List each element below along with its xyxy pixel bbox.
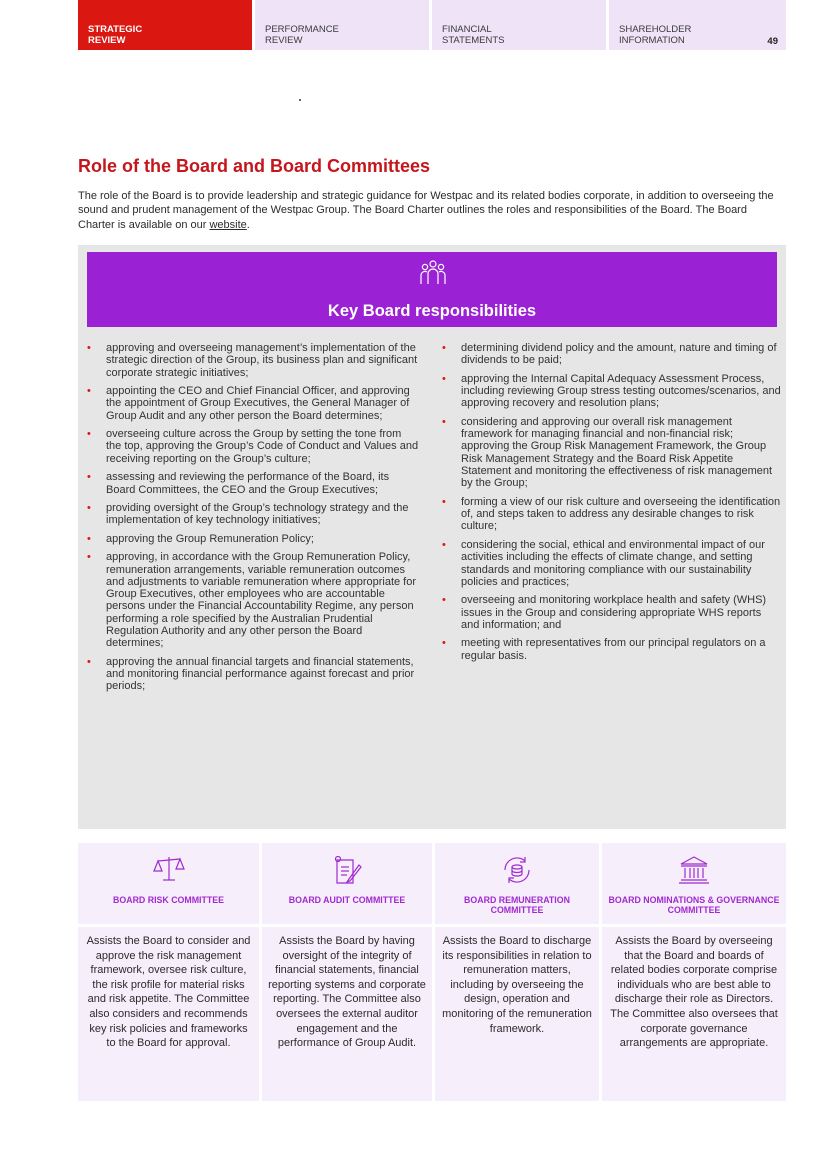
committee-title: BOARD REMUNERATION COMMITTEE — [464, 895, 570, 915]
committee-card-audit — [262, 843, 432, 1101]
tab-performance-review[interactable] — [255, 0, 429, 50]
list-item: • considering and approving our overall risk management framework for managing financial and non-financial risk; approving the Group Risk Management Framework, the Group Risk Management Strategy and the Board Risk Appetite Statement and monitoring the effectiveness of risk management by the Group; — [442, 416, 782, 490]
committee-card-remuneration — [435, 843, 599, 1101]
list-item: • providing oversight of the Group’s technology strategy and the implementation of key technology initiatives; — [87, 502, 419, 527]
tab-financial-statements[interactable] — [432, 0, 606, 50]
list-item: • considering the social, ethical and environmental impact of our activities including the effects of climate change, and setting standards and monitoring compliance with our sustainability policies and practices; — [442, 539, 782, 588]
speck — [299, 99, 301, 101]
section-nav — [78, 0, 786, 50]
institution-icon — [678, 855, 710, 885]
tab-label: PERFORMANCE — [265, 24, 339, 35]
tab-strategic-review[interactable] — [78, 0, 252, 50]
audit-document-icon — [331, 855, 363, 885]
committee-description: Assists the Board by having oversight of the integrity of financial statements, financial reporting systems and corporate reporting. The Committee also oversees the external auditor engagement and the performance of Group Audit. — [268, 935, 426, 1050]
committee-header — [602, 843, 786, 924]
tab-label: SHAREHOLDER — [619, 24, 692, 35]
list-item: • approving the Group Remuneration Policy; — [87, 533, 419, 545]
website-link[interactable]: website — [209, 218, 247, 231]
key-responsibilities-panel — [78, 245, 786, 829]
list-item: • approving, in accordance with the Group Remuneration Policy, remuneration arrangements, variable remuneration outcomes and adjustments to variable remuneration where appropriate for Group Executives, other employees who are accountable persons under the Financial Accountability Regime, any person performing a role specified by the Australian Prudential Regulation Authority and any other person the Board determines; — [87, 551, 419, 649]
list-item: • approving the annual financial targets and financial statements, and monitoring financial performance against forecast and prior periods; — [87, 656, 419, 693]
intro-end: . — [246, 218, 250, 231]
list-item: • approving the Internal Capital Adequacy Assessment Process, including reviewing Group stress testing outcomes/scenarios, and approving recovery and resolution plans; — [442, 373, 782, 410]
list-item: • approving and overseeing management’s implementation of the strategic direction of the Group, its business plan and significant corporate strategic initiatives; — [87, 342, 419, 379]
list-item: • appointing the CEO and Chief Financial Officer, and approving the appointment of Group Executives, the General Manager of Group Audit and any other person the Board determines; — [87, 385, 419, 422]
committees-row — [78, 843, 786, 1101]
tab-label: REVIEW — [88, 34, 126, 46]
committee-description: Assists the Board to consider and approve the risk management framework, oversee risk culture, the risk profile for material risks and risk appetite. The Committee also considers and recommends key risk policies and frameworks to the Board for approval. — [86, 935, 251, 1050]
list-item: • meeting with representatives from our principal regulators on a regular basis. — [442, 637, 782, 662]
tab-label: INFORMATION — [619, 34, 685, 46]
list-item: • determining dividend policy and the amount, nature and timing of dividends to be paid; — [442, 342, 782, 367]
people-group-icon — [419, 260, 447, 291]
tab-shareholder-information[interactable] — [609, 0, 786, 50]
list-item: • assessing and reviewing the performance of the Board, its Board Committees, the CEO and the Group Executives; — [87, 471, 419, 496]
committee-title: BOARD RISK COMMITTEE — [113, 895, 224, 905]
responsibilities-title: Key Board responsibilities — [327, 302, 537, 320]
list-item: • overseeing culture across the Group by setting the tone from the top, approving the Group’s Code of Conduct and Values and receiving reporting on the Group’s culture; — [87, 428, 419, 465]
page-number: 49 — [767, 36, 778, 47]
committee-header — [435, 843, 599, 924]
section-title: Role of the Board and Board Committees — [78, 156, 431, 176]
responsibilities-banner — [87, 252, 777, 327]
tab-label: FINANCIAL — [442, 24, 492, 35]
tab-label: STRATEGIC — [88, 24, 143, 35]
committee-description: Assists the Board to discharge its responsibilities in relation to remuneration matters, including by overseeing the design, operation and monitoring of the remuneration framework. — [442, 935, 592, 1035]
committee-card-nominations — [602, 843, 786, 1101]
committee-title: BOARD AUDIT COMMITTEE — [288, 895, 406, 905]
intro-paragraph — [78, 189, 786, 232]
coins-cycle-icon — [501, 855, 533, 885]
responsibilities-list-right — [442, 342, 782, 668]
tab-label: STATEMENTS — [442, 34, 505, 46]
scales-icon — [153, 855, 185, 883]
committee-title: BOARD NOMINATIONS & GOVERNANCE COMMITTEE — [608, 895, 780, 915]
committee-card-risk — [78, 843, 259, 1101]
intro-text: The role of the Board is to provide leadership and strategic guidance for Westpac and its related bodies corporate, in addition to overseeing the sound and prudent management of the Westpac Group. The Board Charter outlines the roles and responsibilities of the Board. The Board Charter is available on our — [78, 190, 774, 231]
committee-description: Assists the Board by overseeing that the Board and boards of related bodies corporate comprise individuals who are best able to discharge their role as Directors. The Committee also oversees that corporate governance arrangements are appropriate. — [610, 935, 778, 1050]
list-item: • forming a view of our risk culture and overseeing the identification of, and steps taken to address any desirable changes to risk culture; — [442, 496, 782, 533]
committee-header — [262, 843, 432, 924]
committee-header — [78, 843, 259, 924]
tab-label: REVIEW — [265, 34, 303, 46]
list-item: • overseeing and monitoring workplace health and safety (WHS) issues in the Group and considering appropriate WHS reports and information; and — [442, 594, 782, 631]
responsibilities-list-left — [87, 342, 419, 699]
